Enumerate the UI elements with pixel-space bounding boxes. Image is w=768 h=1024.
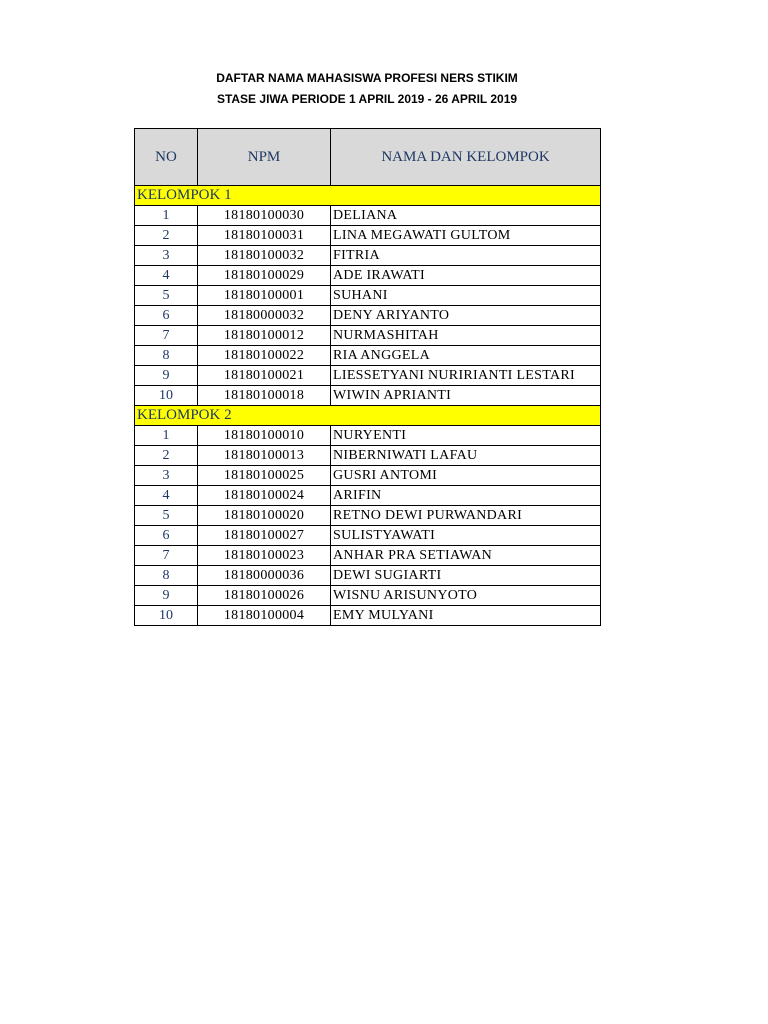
table-row — [135, 226, 601, 246]
student-name: WIWIN APRIANTI — [331, 386, 601, 406]
student-name: ARIFIN — [331, 486, 601, 506]
row-number: 5 — [135, 286, 198, 306]
student-npm: 18180100027 — [198, 526, 331, 546]
table-row — [135, 466, 601, 486]
student-name: DEWI SUGIARTI — [331, 566, 601, 586]
row-number: 2 — [135, 446, 198, 466]
table-row — [135, 306, 601, 326]
student-name: WISNU ARISUNYOTO — [331, 586, 601, 606]
table-row — [135, 386, 601, 406]
row-number: 8 — [135, 346, 198, 366]
student-name: SUHANI — [331, 286, 601, 306]
student-npm: 18180100030 — [198, 206, 331, 226]
table-row — [135, 246, 601, 266]
row-number: 6 — [135, 306, 198, 326]
student-name: SULISTYAWATI — [331, 526, 601, 546]
table-row — [135, 266, 601, 286]
table-row — [135, 446, 601, 466]
row-number: 3 — [135, 466, 198, 486]
student-name: LIESSETYANI NURIRIANTI LESTARI — [331, 366, 601, 386]
table-row — [135, 566, 601, 586]
row-number: 10 — [135, 386, 198, 406]
table-row — [135, 546, 601, 566]
student-npm: 18180100026 — [198, 586, 331, 606]
row-number: 6 — [135, 526, 198, 546]
document-title: DAFTAR NAMA MAHASISWA PROFESI NERS STIKIM — [216, 71, 518, 85]
student-name: FITRIA — [331, 246, 601, 266]
row-number: 8 — [135, 566, 198, 586]
student-npm: 18180100021 — [198, 366, 331, 386]
row-number: 4 — [135, 486, 198, 506]
table-row — [135, 486, 601, 506]
student-npm: 18180100018 — [198, 386, 331, 406]
student-name: GUSRI ANTOMI — [331, 466, 601, 486]
student-name: NURMASHITAH — [331, 326, 601, 346]
row-number: 3 — [135, 246, 198, 266]
row-number: 10 — [135, 606, 198, 626]
table-row — [135, 606, 601, 626]
student-roster-table — [134, 128, 601, 626]
group-label: KELOMPOK 2 — [135, 406, 601, 426]
student-npm: 18180100029 — [198, 266, 331, 286]
document-subtitle: STASE JIWA PERIODE 1 APRIL 2019 - 26 APRIL 2019 — [216, 92, 518, 106]
student-npm: 18180100025 — [198, 466, 331, 486]
student-name: DELIANA — [331, 206, 601, 226]
row-number: 2 — [135, 226, 198, 246]
row-number: 7 — [135, 326, 198, 346]
student-name: RIA ANGGELA — [331, 346, 601, 366]
row-number: 7 — [135, 546, 198, 566]
table-row — [135, 366, 601, 386]
student-npm: 18180100010 — [198, 426, 331, 446]
row-number: 5 — [135, 506, 198, 526]
student-name: LINA MEGAWATI GULTOM — [331, 226, 601, 246]
table-row — [135, 326, 601, 346]
table-row — [135, 426, 601, 446]
group-label: KELOMPOK 1 — [135, 186, 601, 206]
column-header-npm: NPM — [198, 129, 331, 186]
student-npm: 18180100022 — [198, 346, 331, 366]
student-name: DENY ARIYANTO — [331, 306, 601, 326]
student-npm: 18180100032 — [198, 246, 331, 266]
table-row — [135, 346, 601, 366]
row-number: 1 — [135, 426, 198, 446]
table-row — [135, 506, 601, 526]
student-name: EMY MULYANI — [331, 606, 601, 626]
table-row — [135, 286, 601, 306]
table-row — [135, 526, 601, 546]
student-npm: 18180100020 — [198, 506, 331, 526]
student-npm: 18180100012 — [198, 326, 331, 346]
header-row — [135, 129, 601, 186]
student-npm: 18180000032 — [198, 306, 331, 326]
student-name: ANHAR PRA SETIAWAN — [331, 546, 601, 566]
group-row-kelompok-2 — [135, 406, 601, 426]
group-row-kelompok-1 — [135, 186, 601, 206]
student-npm: 18180100031 — [198, 226, 331, 246]
student-npm: 18180100023 — [198, 546, 331, 566]
student-name: ADE IRAWATI — [331, 266, 601, 286]
row-number: 4 — [135, 266, 198, 286]
row-number: 9 — [135, 586, 198, 606]
student-npm: 18180100013 — [198, 446, 331, 466]
student-npm: 18180000036 — [198, 566, 331, 586]
student-npm: 18180100004 — [198, 606, 331, 626]
student-name: NURYENTI — [331, 426, 601, 446]
student-name: RETNO DEWI PURWANDARI — [331, 506, 601, 526]
row-number: 1 — [135, 206, 198, 226]
row-number: 9 — [135, 366, 198, 386]
student-npm: 18180100001 — [198, 286, 331, 306]
column-header-nama: NAMA DAN KELOMPOK — [331, 129, 601, 186]
student-name: NIBERNIWATI LAFAU — [331, 446, 601, 466]
table-row — [135, 206, 601, 226]
column-header-no: NO — [135, 129, 198, 186]
student-npm: 18180100024 — [198, 486, 331, 506]
roster-body — [135, 186, 601, 626]
table-row — [135, 586, 601, 606]
